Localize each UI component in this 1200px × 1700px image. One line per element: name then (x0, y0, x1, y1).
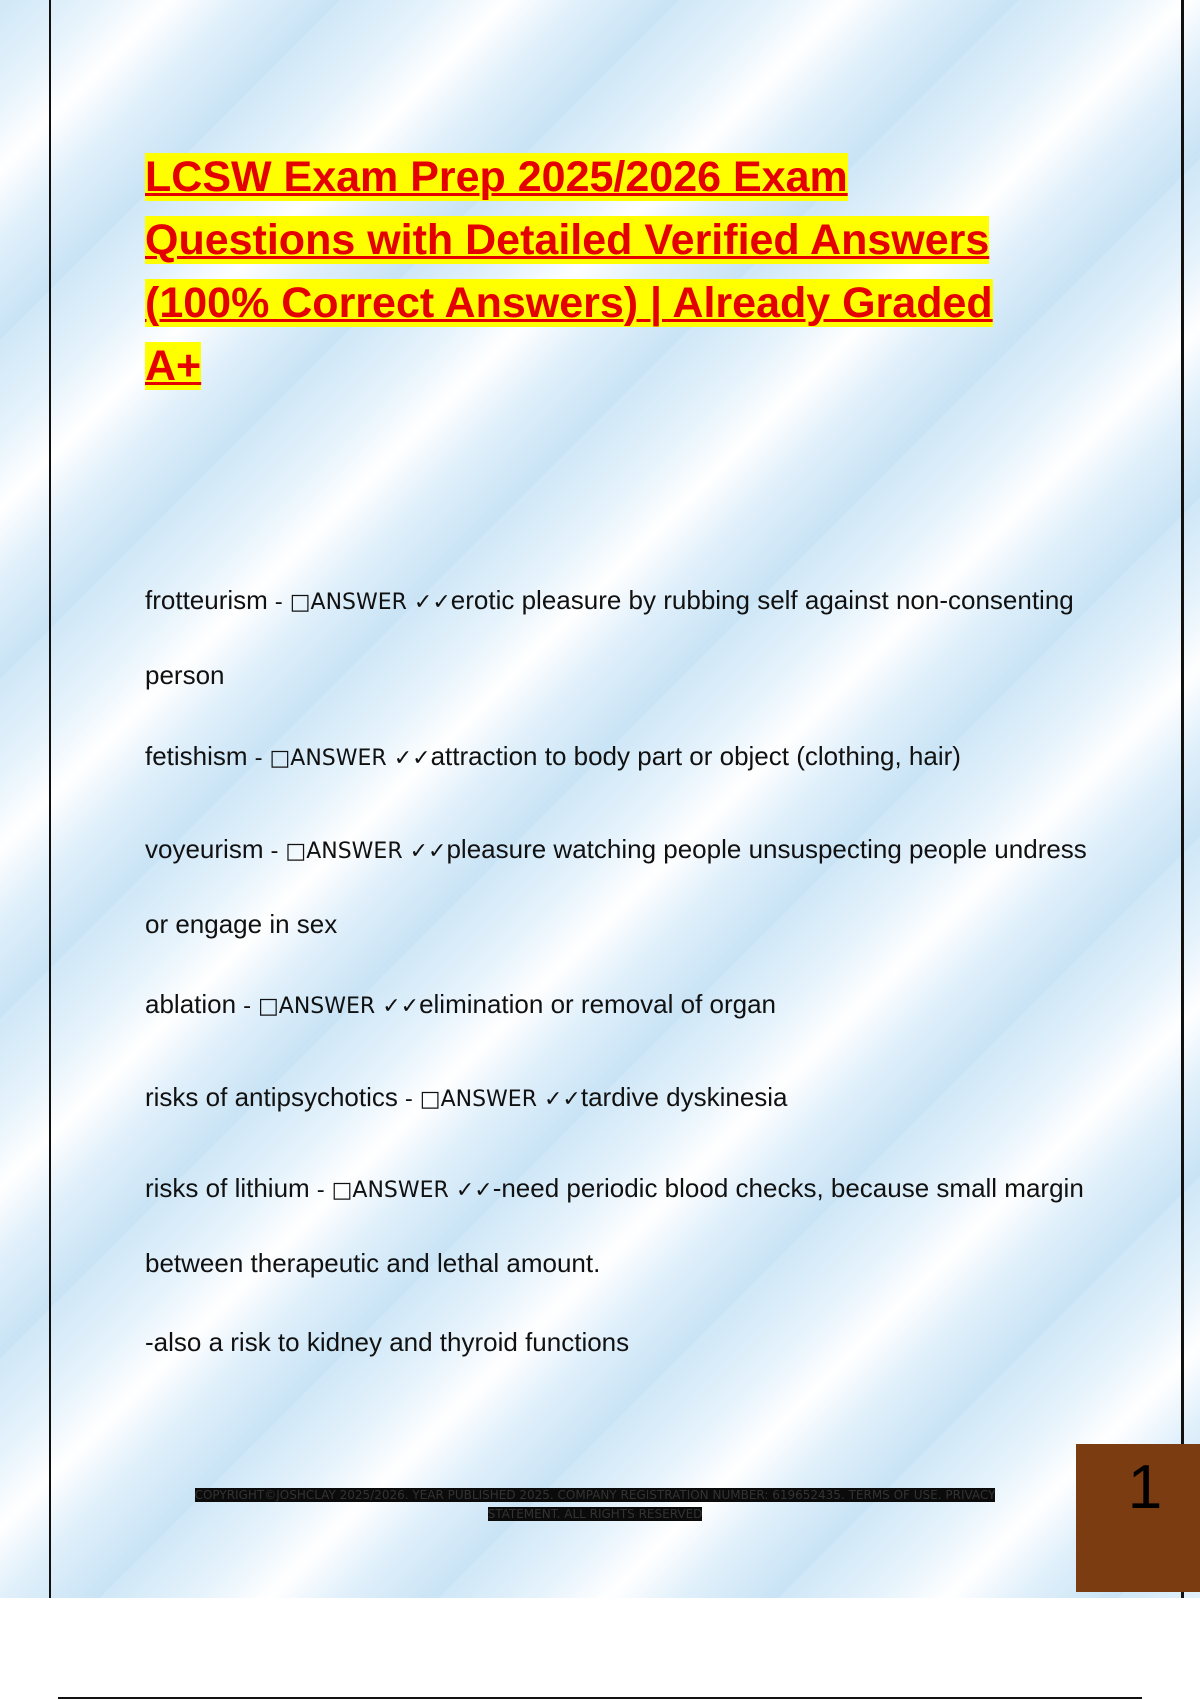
entry-answer: elimination or removal of organ (419, 989, 777, 1019)
entry-answer: erotic pleasure by rubbing self against non-consenting person (145, 585, 1074, 690)
entry-term: voyeurism (145, 834, 264, 864)
qa-extra-line: -also a risk to kidney and thyroid functions (145, 1327, 630, 1357)
answer-prefix: - □ANSWER ✓✓ (267, 590, 451, 615)
copyright-text: COPYRIGHT©JOSHCLAY 2025/2026. YEAR PUBLISHED 2025. COMPANY REGISTRATION NUMBER: 619652435. TERMS OF USE. PRIVACY STATEMENT. ALL RIGHTS RESERVED (194, 1488, 996, 1521)
qa-entry-frotteurism (145, 564, 1105, 711)
document-title-text: LCSW Exam Prep 2025/2026 Exam Questions with Detailed Verified Answers (100% Correct Answers) | Already Graded A+ (145, 153, 993, 390)
copyright-footer (178, 1486, 1012, 1524)
answer-prefix: - □ANSWER ✓✓ (263, 839, 447, 864)
entry-term: fetishism (145, 741, 248, 771)
entry-term: frotteurism (145, 585, 268, 615)
qa-entry-antipsychotics (145, 1061, 1105, 1136)
bottom-rule (58, 1697, 1142, 1699)
entry-answer: attraction to body part or object (clothing, hair) (430, 741, 961, 771)
qa-entry-lithium (145, 1152, 1105, 1299)
page-border-right (1181, 0, 1184, 1598)
entry-answer: pleasure watching people unsuspecting people undress or engage in sex (145, 834, 1087, 939)
page-border-left (49, 0, 51, 1598)
qa-entry-voyeurism (145, 813, 1105, 960)
qa-entry-ablation (145, 968, 1105, 1043)
answer-prefix: - □ANSWER ✓✓ (247, 746, 431, 771)
entry-term: risks of antipsychotics (145, 1082, 398, 1112)
entry-term: ablation (145, 989, 237, 1019)
answer-prefix: - □ANSWER ✓✓ (397, 1087, 581, 1112)
entry-answer: -need periodic blood checks, because small margin between therapeutic and lethal amount. (145, 1173, 1084, 1278)
qa-entry-fetishism (145, 720, 1105, 795)
entry-term: risks of lithium (145, 1173, 310, 1203)
document-title (145, 146, 1005, 398)
page-number: 1 (1127, 1453, 1163, 1522)
entry-answer: tardive dyskinesia (580, 1082, 788, 1112)
answer-prefix: - □ANSWER ✓✓ (309, 1178, 493, 1203)
answer-prefix: - □ANSWER ✓✓ (236, 994, 420, 1019)
